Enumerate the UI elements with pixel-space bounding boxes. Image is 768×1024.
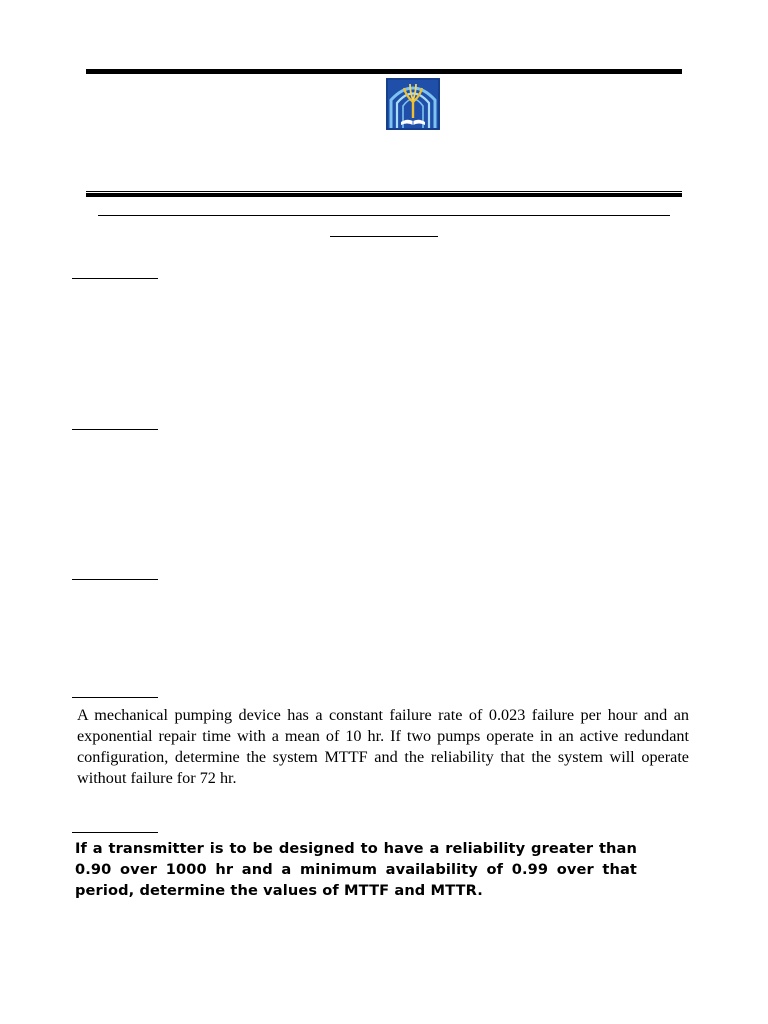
university-emblem-icon — [386, 78, 440, 130]
problem-transmitter: If a transmitter is to be designed to have a reliability greater than 0.90 over 1000 hr and a minimum availability of 0.99 over that period, determine the values of MTTF and MTTR. — [75, 840, 637, 899]
question-4-underline — [72, 697, 158, 698]
problem-pumping-device: A mechanical pumping device has a constant failure rate of 0.023 failure per hour and an exponential repair time with a mean of 10 hr. If two pumps operate in an active redundant configuration, determine the system MTTF and the reliability that the system will operate without failure for 72 hr. — [77, 706, 689, 787]
header-rule-thin — [98, 215, 670, 216]
question-3-underline — [72, 579, 158, 580]
question-2-underline — [72, 429, 158, 430]
title-underline — [330, 236, 438, 237]
question-5-underline — [72, 832, 158, 833]
header-rule-bottom — [86, 191, 682, 197]
header-rule-top — [86, 69, 682, 74]
question-1-underline — [72, 278, 158, 279]
